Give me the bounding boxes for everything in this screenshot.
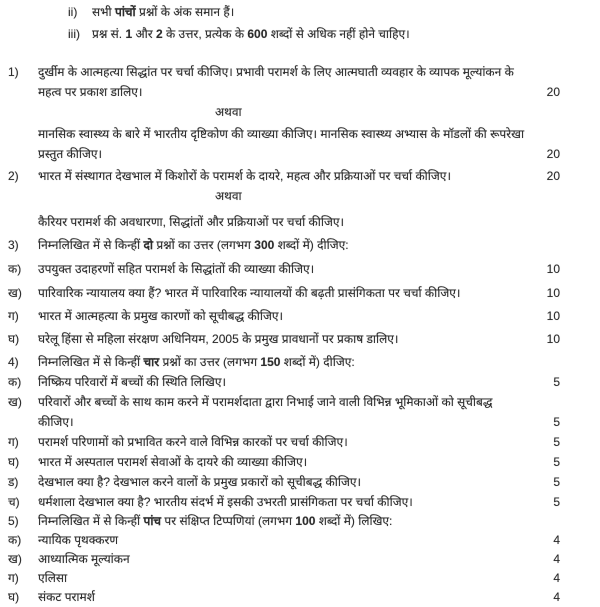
- item-number: iii): [68, 27, 80, 41]
- instruction-row: [68, 24, 560, 44]
- question-row: [8, 259, 560, 279]
- marks-value: 10: [546, 332, 560, 346]
- question-text: निष्क्रिय परिवारों में बच्चों की स्थिति लिखिए।: [38, 375, 227, 389]
- question-text: संकट परामर्श: [38, 590, 95, 604]
- or-divider: [8, 186, 560, 206]
- item-number: ख): [8, 395, 22, 409]
- question-text: न्यायिक पृथक्करण: [38, 533, 119, 547]
- marks-value: 5: [553, 375, 560, 389]
- item-number: ग): [8, 571, 19, 585]
- item-number: ख): [8, 552, 22, 566]
- item-number: 4): [8, 355, 19, 369]
- question-row: [8, 329, 560, 349]
- question-row: [8, 235, 560, 255]
- question-text: भारत में संस्थागत देखभाल में किशोरों के परामर्श के दायरे, महत्व और प्रक्रियाओं पर चर्चा कीजिए।: [38, 169, 451, 183]
- question-text: निम्नलिखित में से किन्हीं चार प्रश्नों का उत्तर (लगभग 150 शब्दों में) दीजिए:: [38, 355, 355, 369]
- instruction-row: [68, 2, 560, 22]
- item-number: ग): [8, 309, 19, 323]
- question-row: [8, 212, 560, 232]
- question-row: [8, 452, 560, 472]
- marks-value: 5: [553, 455, 560, 469]
- question-row: [8, 62, 560, 102]
- marks-value: 5: [553, 475, 560, 489]
- marks-value: 20: [546, 85, 560, 99]
- question-text: उपयुक्त उदाहरणों सहित परामर्श के सिद्धांतों की व्याख्या कीजिए।: [38, 262, 315, 276]
- question-text: धर्मशाला देखभाल क्या है? भारतीय संदर्भ में इसकी उभरती प्रासंगिकता पर चर्चा कीजिए।: [38, 495, 413, 509]
- marks-value: 4: [553, 590, 560, 604]
- marks-value: 10: [546, 262, 560, 276]
- question-row: [8, 472, 560, 492]
- question-text: निम्नलिखित में से किन्हीं पांच पर संक्षिप्त टिप्पणियां (लगभग 100 शब्दों में) लिखिए:: [38, 514, 393, 528]
- question-row: [8, 512, 560, 531]
- question-text: दुर्खीम के आत्महत्या सिद्धांत पर चर्चा कीजिए। प्रभावी परामर्श के लिए आत्मघाती व्यवहार के व्यापक मूल्यांकन के महत्व पर प्रकाश डालिए।: [38, 65, 514, 99]
- item-number: च): [8, 495, 20, 509]
- question-row: [8, 432, 560, 452]
- item-number: क): [8, 262, 22, 276]
- marks-value: 4: [553, 571, 560, 585]
- instruction-text: सभी पांचों प्रश्नों के अंक समान हैं।: [92, 5, 235, 19]
- item-number: ख): [8, 286, 22, 300]
- marks-value: 5: [553, 495, 560, 509]
- question-row: [8, 124, 560, 164]
- question-row: [8, 352, 560, 372]
- marks-value: 10: [546, 309, 560, 323]
- question-text: कैरियर परामर्श की अवधारणा, सिद्धांतों और प्रक्रियाओं पर चर्चा कीजिए।: [38, 215, 345, 229]
- item-number: क): [8, 375, 22, 389]
- question-text: निम्नलिखित में से किन्हीं दो प्रश्नों का उत्तर (लगभग 300 शब्दों में) दीजिए:: [38, 238, 349, 252]
- marks-value: 5: [553, 435, 560, 449]
- question-row: [8, 166, 560, 186]
- question-row: [8, 372, 560, 392]
- question-row: [8, 283, 560, 303]
- item-number: ड): [8, 475, 19, 489]
- marks-value: 4: [553, 552, 560, 566]
- question-row: [8, 306, 560, 326]
- question-text: पारिवारिक न्यायालय क्या हैं? भारत में पारिवारिक न्यायालयों की बढ़ती प्रासंगिकता पर चर्चा कीजिए।: [38, 286, 461, 300]
- item-number: 3): [8, 238, 19, 252]
- item-number: क): [8, 533, 22, 547]
- question-row: [8, 550, 560, 569]
- marks-value: 20: [546, 169, 560, 183]
- marks-value: 4: [553, 533, 560, 547]
- item-number: 2): [8, 169, 19, 183]
- or-divider-label: अथवा: [215, 189, 242, 203]
- item-number: घ): [8, 455, 20, 469]
- question-text: परिवारों और बच्चों के साथ काम करने में परामर्शदाता द्वारा निभाई जाने वाली विभिन्न भूमिकाओं को सूचीबद्ध कीजिए।: [38, 395, 493, 429]
- item-number: ग): [8, 435, 19, 449]
- question-text: देखभाल क्या है? देखभाल करने वालों के प्रमुख प्रकारों को सूचीबद्ध कीजिए।: [38, 475, 362, 489]
- marks-value: 20: [546, 147, 560, 161]
- question-text: एलिसा: [38, 571, 68, 585]
- item-number: घ): [8, 590, 20, 604]
- question-text: भारत में आत्महत्या के प्रमुख कारणों को सूचीबद्ध कीजिए।: [38, 309, 284, 323]
- question-row: [8, 588, 560, 607]
- item-number: घ): [8, 332, 20, 346]
- item-number: ii): [68, 5, 78, 19]
- question-row: [8, 392, 560, 432]
- marks-value: 5: [553, 415, 560, 429]
- instruction-text: प्रश्न सं. 1 और 2 के उत्तर, प्रत्येक के 600 शब्दों से अधिक नहीं होने चाहिए।: [92, 27, 410, 41]
- question-text: परामर्श परिणामों को प्रभावित करने वाले विभिन्न कारकों पर चर्चा कीजिए।: [38, 435, 348, 449]
- marks-value: 10: [546, 286, 560, 300]
- question-text: भारत में अस्पताल परामर्श सेवाओं के दायरे की व्याख्या कीजिए।: [38, 455, 308, 469]
- or-divider-label: अथवा: [215, 105, 242, 119]
- question-text: घरेलू हिंसा से महिला संरक्षण अधिनियम, 2005 के प्रमुख प्रावधानों पर प्रकाष डालिए।: [38, 332, 399, 346]
- item-number: 1): [8, 65, 19, 79]
- question-row: [8, 531, 560, 550]
- question-text: मानसिक स्वास्थ्य के बारे में भारतीय दृष्टिकोण की व्याख्या कीजिए। मानसिक स्वास्थ्य अभ्यास के मॉडलों की रूपरेखा प्रस्तुत कीजिए।: [38, 127, 525, 161]
- item-number: 5): [8, 514, 19, 528]
- question-text: आध्यात्मिक मूल्यांकन: [38, 552, 130, 566]
- question-row: [8, 569, 560, 588]
- question-row: [8, 492, 560, 512]
- or-divider: [8, 102, 560, 122]
